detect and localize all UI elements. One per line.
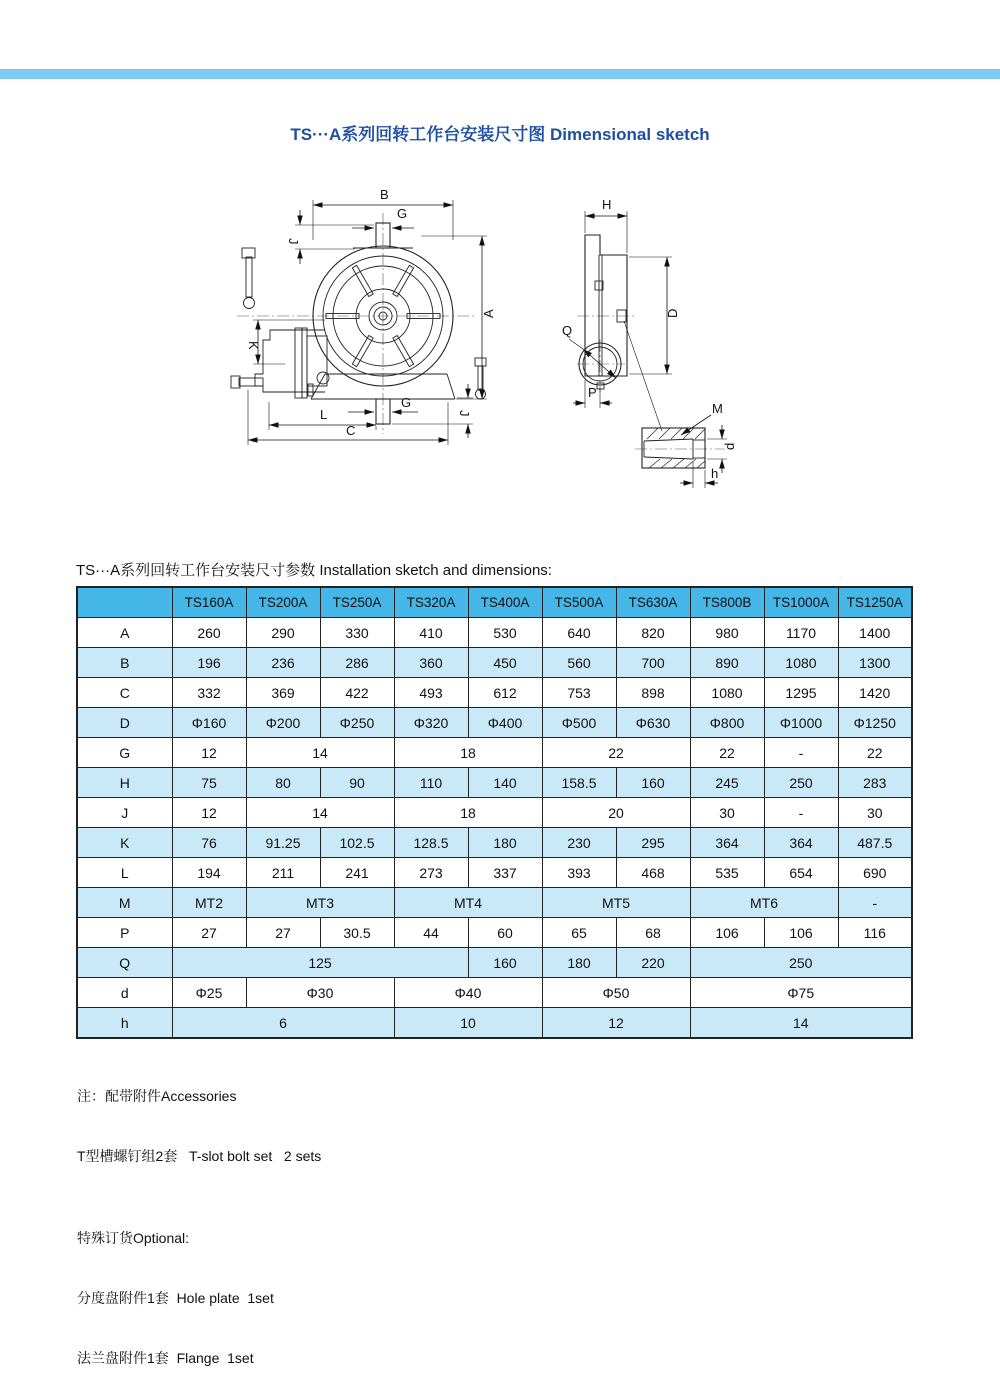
- table-cell: MT4: [394, 888, 542, 918]
- table-cell: 1400: [838, 618, 912, 648]
- table-cell: 230: [542, 828, 616, 858]
- dim-label-M: M: [712, 401, 723, 416]
- table-cell: Φ50: [542, 978, 690, 1008]
- table-cell: 211: [246, 858, 320, 888]
- table-cell: 487.5: [838, 828, 912, 858]
- table-row: [77, 708, 912, 738]
- table-cell: 690: [838, 858, 912, 888]
- table-cell: 1080: [764, 648, 838, 678]
- table-cell: 422: [320, 678, 394, 708]
- table-cell: 245: [690, 768, 764, 798]
- note-optional-item-1: 分度盘附件1套 Hole plate 1set: [77, 1290, 274, 1306]
- side-profile: [585, 235, 627, 376]
- row-label: d: [77, 978, 172, 1008]
- handwheel-assembly: [231, 328, 329, 398]
- table-cell: 30: [690, 798, 764, 828]
- table-cell: Φ500: [542, 708, 616, 738]
- technical-drawing-svg: [225, 178, 785, 508]
- table-row: [77, 948, 912, 978]
- clamp-lever-right: [475, 358, 486, 399]
- note-accessories-title: 注：配带附件Accessories: [77, 1088, 237, 1104]
- table-cell: 125: [172, 948, 468, 978]
- dim-label-J-top: J: [286, 238, 301, 245]
- table-cell: 18: [394, 798, 542, 828]
- table-cell: 90: [320, 768, 394, 798]
- table-cell: 654: [764, 858, 838, 888]
- clamp-lever-left: [242, 248, 255, 309]
- table-cell: 260: [172, 618, 246, 648]
- table-row: [77, 828, 912, 858]
- table-row: [77, 678, 912, 708]
- table-row: [77, 738, 912, 768]
- table-cell: 1295: [764, 678, 838, 708]
- table-cell: 364: [764, 828, 838, 858]
- table-row: [77, 648, 912, 678]
- table-cell: Φ250: [320, 708, 394, 738]
- dim-label-L: L: [320, 407, 328, 422]
- table-cell: 290: [246, 618, 320, 648]
- table-cell: Φ630: [616, 708, 690, 738]
- table-cell: 196: [172, 648, 246, 678]
- note-optional-item-2: 法兰盘附件1套 Flange 1set: [77, 1350, 254, 1366]
- table-cell: MT6: [690, 888, 838, 918]
- table-cell: 14: [690, 1008, 912, 1039]
- row-label: K: [77, 828, 172, 858]
- column-header: TS250A: [320, 587, 394, 618]
- row-label: L: [77, 858, 172, 888]
- table-cell: 60: [468, 918, 542, 948]
- table-cell: 18: [394, 738, 542, 768]
- table-cell: Φ1250: [838, 708, 912, 738]
- table-cell: Φ30: [246, 978, 394, 1008]
- table-cell: 116: [838, 918, 912, 948]
- table-cell: 12: [172, 738, 246, 768]
- table-cell: 194: [172, 858, 246, 888]
- table-cell: 27: [246, 918, 320, 948]
- table-cell: 6: [172, 1008, 394, 1039]
- table-cell: 75: [172, 768, 246, 798]
- table-cell: 180: [468, 828, 542, 858]
- table-cell: 295: [616, 828, 690, 858]
- dim-label-d: d: [722, 442, 737, 450]
- column-header: TS200A: [246, 587, 320, 618]
- table-cell: 20: [542, 798, 690, 828]
- table-cell: 68: [616, 918, 690, 948]
- table-cell: Φ800: [690, 708, 764, 738]
- table-cell: MT3: [246, 888, 394, 918]
- column-header: TS320A: [394, 587, 468, 618]
- table-cell: 10: [394, 1008, 542, 1039]
- table-cell: 530: [468, 618, 542, 648]
- dim-label-J-bottom: J: [457, 410, 472, 417]
- column-header: TS1250A: [838, 587, 912, 618]
- table-cell: 612: [468, 678, 542, 708]
- table-cell: 640: [542, 618, 616, 648]
- table-cell: 393: [542, 858, 616, 888]
- table-cell: 332: [172, 678, 246, 708]
- table-cell: Φ400: [468, 708, 542, 738]
- table-cell: 241: [320, 858, 394, 888]
- table-cell: 14: [246, 738, 394, 768]
- table-cell: 1170: [764, 618, 838, 648]
- table-cell: 337: [468, 858, 542, 888]
- table-cell: 80: [246, 768, 320, 798]
- table-cell: 160: [468, 948, 542, 978]
- table-cell: 12: [172, 798, 246, 828]
- table-cell: Φ200: [246, 708, 320, 738]
- table-cell: 450: [468, 648, 542, 678]
- table-cell: Φ40: [394, 978, 542, 1008]
- table-cell: 535: [690, 858, 764, 888]
- dim-label-C: C: [346, 423, 356, 438]
- table-cell: 180: [542, 948, 616, 978]
- table-cell: 286: [320, 648, 394, 678]
- table-cell: 369: [246, 678, 320, 708]
- table-cell: 91.25: [246, 828, 320, 858]
- dim-label-B: B: [380, 187, 389, 202]
- table-cell: 106: [690, 918, 764, 948]
- column-header: TS160A: [172, 587, 246, 618]
- taper-bore-detail: [635, 401, 737, 488]
- table-cell: 283: [838, 768, 912, 798]
- table-cell: 898: [616, 678, 690, 708]
- table-row: [77, 1008, 912, 1039]
- table-cell: Φ320: [394, 708, 468, 738]
- row-label: H: [77, 768, 172, 798]
- table-cell: 1420: [838, 678, 912, 708]
- column-header: TS630A: [616, 587, 690, 618]
- side-view: [562, 197, 680, 431]
- table-row: [77, 798, 912, 828]
- table-cell: 236: [246, 648, 320, 678]
- notes-block: [77, 1046, 321, 1388]
- table-cell: 560: [542, 648, 616, 678]
- dim-label-Q: Q: [562, 323, 573, 338]
- dim-label-H: H: [602, 197, 612, 212]
- table-cell: 22: [542, 738, 690, 768]
- table-cell: MT5: [542, 888, 690, 918]
- table-cell: Φ25: [172, 978, 246, 1008]
- column-header: TS800B: [690, 587, 764, 618]
- dim-label-K: K: [246, 341, 261, 350]
- dim-label-P: P: [588, 385, 597, 400]
- table-row: [77, 858, 912, 888]
- table-cell: 890: [690, 648, 764, 678]
- table-row: [77, 888, 912, 918]
- table-cell: 250: [690, 948, 912, 978]
- row-label: B: [77, 648, 172, 678]
- dim-label-G-top: G: [397, 206, 408, 221]
- table-cell: 22: [838, 738, 912, 768]
- table-cell: 220: [616, 948, 690, 978]
- front-view: [231, 187, 496, 445]
- table-cell: 330: [320, 618, 394, 648]
- row-label: J: [77, 798, 172, 828]
- crank-handle: [239, 378, 263, 386]
- table-cell: Φ160: [172, 708, 246, 738]
- table-cell: 106: [764, 918, 838, 948]
- dim-label-A: A: [481, 309, 496, 318]
- table-cell: 44: [394, 918, 468, 948]
- table-cell: -: [838, 888, 912, 918]
- table-cell: 110: [394, 768, 468, 798]
- row-label: C: [77, 678, 172, 708]
- table-row: [77, 618, 912, 648]
- table-cell: 14: [246, 798, 394, 828]
- row-label: P: [77, 918, 172, 948]
- table-cell: 30: [838, 798, 912, 828]
- detail-block: [642, 428, 705, 468]
- row-label: D: [77, 708, 172, 738]
- section-hatching: [647, 428, 705, 468]
- table-heading: TS···A系列回转工作台安装尺寸参数 Installation sketch and dimensions:: [76, 562, 552, 579]
- table-cell: 493: [394, 678, 468, 708]
- dimensional-sketch: [225, 178, 785, 508]
- table-cell: 22: [690, 738, 764, 768]
- table-cell: 468: [616, 858, 690, 888]
- table-cell: Φ1000: [764, 708, 838, 738]
- table-cell: 160: [616, 768, 690, 798]
- table-cell: 360: [394, 648, 468, 678]
- table-cell: 12: [542, 1008, 690, 1039]
- table-cell: MT2: [172, 888, 246, 918]
- table-cell: 273: [394, 858, 468, 888]
- table-cell: 820: [616, 618, 690, 648]
- table-cell: Φ75: [690, 978, 912, 1008]
- table-cell: 128.5: [394, 828, 468, 858]
- column-header: TS400A: [468, 587, 542, 618]
- row-label: h: [77, 1008, 172, 1039]
- table-body: [77, 618, 912, 1039]
- row-label: G: [77, 738, 172, 768]
- table-cell: 700: [616, 648, 690, 678]
- table-row: [77, 978, 912, 1008]
- table-row: [77, 768, 912, 798]
- table-cell: 30.5: [320, 918, 394, 948]
- row-label: Q: [77, 948, 172, 978]
- dim-label-G-bottom: G: [401, 395, 412, 410]
- note-accessories-item: T型槽螺钉组2套 T-slot bolt set 2 sets: [77, 1148, 322, 1164]
- table-cell: 76: [172, 828, 246, 858]
- table-cell: 250: [764, 768, 838, 798]
- top-accent-bar: [0, 69, 1000, 79]
- dimensions-table: [76, 586, 913, 1039]
- table-cell: 980: [690, 618, 764, 648]
- dim-label-D: D: [665, 308, 680, 318]
- row-label: M: [77, 888, 172, 918]
- page-title: TS···A系列回转工作台安装尺寸图 Dimensional sketch: [290, 125, 710, 144]
- table-cell: 753: [542, 678, 616, 708]
- table-cell: 102.5: [320, 828, 394, 858]
- table-row: [77, 918, 912, 948]
- table-cell: 140: [468, 768, 542, 798]
- table-cell: 1080: [690, 678, 764, 708]
- table-cell: 1300: [838, 648, 912, 678]
- table-cell: 158.5: [542, 768, 616, 798]
- column-header: TS500A: [542, 587, 616, 618]
- table-cell: 27: [172, 918, 246, 948]
- table-cell: -: [764, 738, 838, 768]
- column-header: TS1000A: [764, 587, 838, 618]
- table-cell: -: [764, 798, 838, 828]
- note-optional-title: 特殊订货Optional:: [77, 1230, 190, 1246]
- row-label: A: [77, 618, 172, 648]
- table-cell: 364: [690, 828, 764, 858]
- table-header-row: [77, 587, 912, 618]
- table-cell: 65: [542, 918, 616, 948]
- corner-header-cell: [77, 587, 172, 618]
- dim-label-h: h: [711, 466, 719, 481]
- table-cell: 410: [394, 618, 468, 648]
